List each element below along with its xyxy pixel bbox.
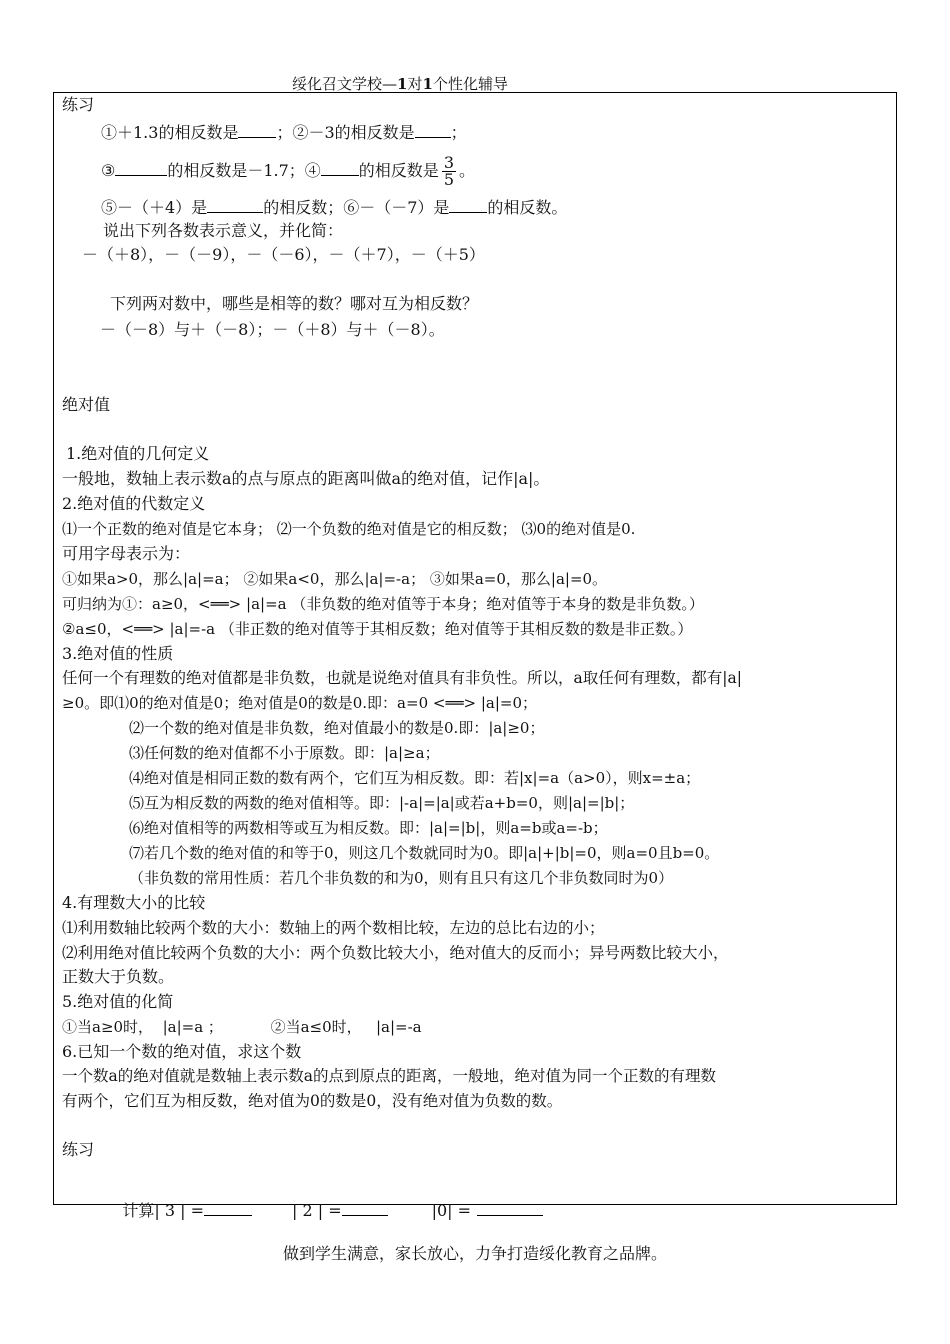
header-bold-2: 1 (422, 75, 433, 93)
s3-item-2: ⑵一个数的绝对值是非负数，绝对值最小的数是0.即：|a|≥0； (129, 719, 545, 737)
s4-title: 4.有理数大小的比较 (62, 893, 206, 912)
s6-line-1: 一个数a的绝对值就是数轴上表示数a的点到原点的距离，一般地，绝对值为同一个正数的有理数 (62, 1067, 716, 1085)
s4-line-3: 正数大于负数。 (62, 967, 175, 986)
header-post: 个性化辅导 (432, 75, 508, 93)
answer-blank-5[interactable] (207, 196, 263, 213)
s3-item-8: （非负数的常用性质：若几个非负数的和为0，则有且只有这几个非负数同时为0） (129, 869, 674, 887)
s5-title: 5.绝对值的化简 (62, 992, 174, 1011)
practice1-title: 练习 (62, 95, 95, 114)
s3-line-1: 任何一个有理数的绝对值都是非负数，也就是说绝对值具有非负性。所以，a取任何有理数，都有|a| (62, 669, 742, 687)
calc-expr-1: | 3 | = (154, 1201, 204, 1220)
s3-item-3: ⑶任何数的绝对值都不小于原数。即：|a|≥a； (129, 744, 440, 762)
s1-text: 一般地，数轴上表示数a的点与原点的距离叫做a的绝对值，记作|a|。 (62, 469, 550, 488)
calc-blank-2[interactable] (342, 1199, 388, 1216)
s1-title: 1.绝对值的几何定义 (66, 444, 210, 463)
fraction-numerator: 3 (443, 153, 454, 172)
practice1-q1: ①＋1.3的相反数是 ；②－3的相反数是 ； (101, 123, 467, 142)
s2-line-4: 可归纳为①：a≥0，<══> |a|=a （非负数的绝对值等于本身；绝对值等于本身的数是非负数。） (62, 595, 704, 613)
fraction (442, 155, 456, 188)
answer-blank-6[interactable] (449, 196, 487, 213)
calc-blank-3[interactable] (477, 1199, 543, 1216)
s3-title: 3.绝对值的性质 (62, 644, 174, 663)
practice1-q5: 下列两对数中，哪些是相等的数？哪对互为相反数？ (110, 294, 479, 313)
s4-line-2: ⑵利用绝对值比较两个负数的大小：两个负数比较大小，绝对值大的反而小；异号两数比较大小， (62, 944, 729, 962)
header-bold-1: 1 (397, 75, 408, 93)
practice1-q4-list: －（＋8），－（－9），－（－6），－（＋7），－（＋5） (82, 245, 485, 264)
s3-item-7: ⑺若几个数的绝对值的和等于0，则这几个数就同时为0。即|a|+|b|=0，则a=0且b=0。 (129, 844, 720, 862)
s2-line-5: ②a≤0，<══> |a|=-a （非正数的绝对值等于其相反数；绝对值等于其相反数的数是非正数。） (62, 620, 693, 638)
page-footer: 做到学生满意，家长放心，力争打造绥化教育之品牌。 (282, 1244, 667, 1263)
section-title-abs: 绝对值 (62, 395, 111, 414)
header-mid: 对 (407, 75, 423, 93)
practice1-q4: 说出下列各数表示意义，并化简： (103, 221, 344, 240)
calc-expr-3: |0| = (431, 1201, 472, 1220)
calc-label: 计算 (122, 1201, 155, 1220)
s3-item-5: ⑸互为相反数的两数的绝对值相等。即：|-a|=|a|或若a+b=0，则|a|=|b|； (129, 794, 635, 812)
s6-line-2: 有两个，它们互为相反数，绝对值为0的数是0，没有绝对值为负数的数。 (62, 1092, 563, 1110)
answer-blank-3[interactable] (115, 159, 167, 176)
s3-line-2: ≥0。即⑴0的绝对值是0；绝对值是0的数是0.即：a=0 <══> |a|=0； (62, 694, 538, 712)
s3-item-4: ⑷绝对值是相同正数的数有两个，它们互为相反数。即：若|x|=a（a>0），则x=±a； (129, 769, 701, 787)
s2-line-2: 可用字母表示为： (62, 544, 191, 563)
fraction-denominator: 5 (443, 170, 454, 189)
practice2-calc (102, 1179, 543, 1241)
s3-item-6: ⑹绝对值相等的两数相等或互为相反数。即：|a|=|b|，则a=b或a=-b； (129, 819, 608, 837)
s4-line-1: ⑴利用数轴比较两个数的大小：数轴上的两个数相比较，左边的总比右边的小； (62, 919, 605, 937)
s2-line-1: ⑴一个正数的绝对值是它本身； ⑵一个负数的绝对值是它的相反数； ⑶0的绝对值是0. (62, 520, 636, 538)
practice1-q2: ③ 的相反数是－1.7；④ 的相反数是 $\frac{3}{5}$ 。 (101, 153, 476, 189)
page-header (0, 73, 800, 94)
header-text: 绥化召文学校— (292, 75, 398, 93)
answer-blank-4[interactable] (321, 159, 359, 176)
s2-title: 2.绝对值的代数定义 (62, 494, 206, 513)
calc-expr-2: | 2 | = (291, 1201, 342, 1220)
practice1-q3: ⑤－（＋4）是 的相反数；⑥－（－7）是 的相反数。 (101, 198, 568, 217)
s6-title: 6.已知一个数的绝对值，求这个数 (62, 1042, 302, 1061)
content-frame (53, 92, 897, 1220)
s2-line-3: ①如果a>0，那么|a|=a； ②如果a<0，那么|a|=-a； ③如果a=0，那么|a|=0。 (62, 570, 608, 588)
answer-blank-2[interactable] (415, 121, 451, 138)
calc-blank-1[interactable] (204, 1199, 252, 1216)
s5-line-1: ①当a≥0时， |a|=a ； ②当a≤0时， |a|=-a (62, 1018, 422, 1036)
practice2-title: 练习 (62, 1140, 95, 1159)
practice1-q5-list: －（－8）与＋（－8）；－（＋8）与＋（－8）。 (100, 320, 445, 339)
answer-blank-1[interactable] (238, 121, 276, 138)
